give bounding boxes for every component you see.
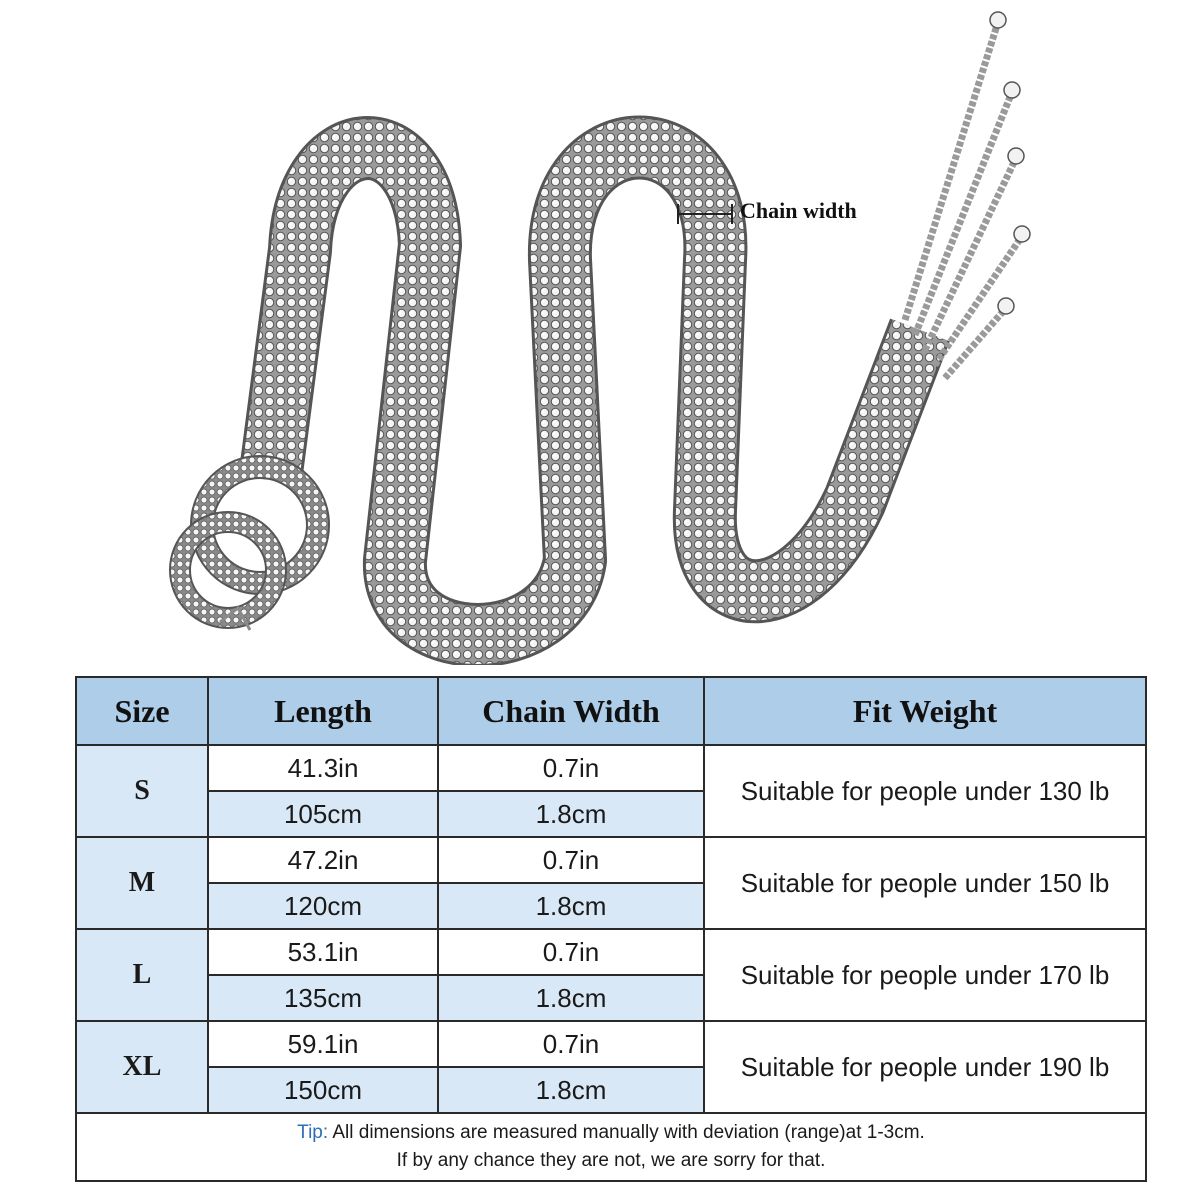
- length-in-cell: 41.3in: [208, 745, 438, 791]
- width-in-cell: 0.7in: [438, 929, 704, 975]
- table-row: [76, 745, 1146, 791]
- tip-cell: [76, 1113, 1146, 1181]
- header-chain-width: Chain Width: [438, 677, 704, 745]
- header-fit-weight: Fit Weight: [704, 677, 1146, 745]
- width-cm-cell: 1.8cm: [438, 791, 704, 837]
- size-cell: XL: [76, 1021, 208, 1113]
- width-cm-cell: 1.8cm: [438, 1067, 704, 1113]
- size-chart-table: [75, 676, 1147, 1182]
- double-ring-buckle: [180, 467, 318, 630]
- tip-row: [76, 1113, 1146, 1181]
- belt-tassels: [905, 22, 1022, 378]
- size-cell: M: [76, 837, 208, 929]
- header-length: Length: [208, 677, 438, 745]
- length-cm-cell: 105cm: [208, 791, 438, 837]
- width-cm-cell: 1.8cm: [438, 975, 704, 1021]
- table-row: [76, 929, 1146, 975]
- length-in-cell: 53.1in: [208, 929, 438, 975]
- tip-line-2: If by any chance they are not, we are sorry for that.: [396, 1150, 826, 1171]
- length-cm-cell: 150cm: [208, 1067, 438, 1113]
- width-in-cell: 0.7in: [438, 837, 704, 883]
- table-header-row: [76, 677, 1146, 745]
- fit-cell: Suitable for people under 170 lb: [704, 929, 1146, 1021]
- width-in-cell: 0.7in: [438, 1021, 704, 1067]
- table-row: [76, 1021, 1146, 1067]
- fit-cell: Suitable for people under 190 lb: [704, 1021, 1146, 1113]
- length-in-cell: 47.2in: [208, 837, 438, 883]
- chain-width-callout: Chain width: [740, 198, 857, 223]
- width-in-cell: 0.7in: [438, 745, 704, 791]
- size-cell: L: [76, 929, 208, 1021]
- length-cm-cell: 135cm: [208, 975, 438, 1021]
- width-cm-cell: 1.8cm: [438, 883, 704, 929]
- length-in-cell: 59.1in: [208, 1021, 438, 1067]
- fit-cell: Suitable for people under 150 lb: [704, 837, 1146, 929]
- tip-label: Tip:: [297, 1122, 329, 1143]
- length-cm-cell: 120cm: [208, 883, 438, 929]
- table-row: [76, 837, 1146, 883]
- header-size: Size: [76, 677, 208, 745]
- size-cell: S: [76, 745, 208, 837]
- fit-cell: Suitable for people under 130 lb: [704, 745, 1146, 837]
- tip-line-1: All dimensions are measured manually with deviation (range)at 1-3cm.: [332, 1122, 925, 1143]
